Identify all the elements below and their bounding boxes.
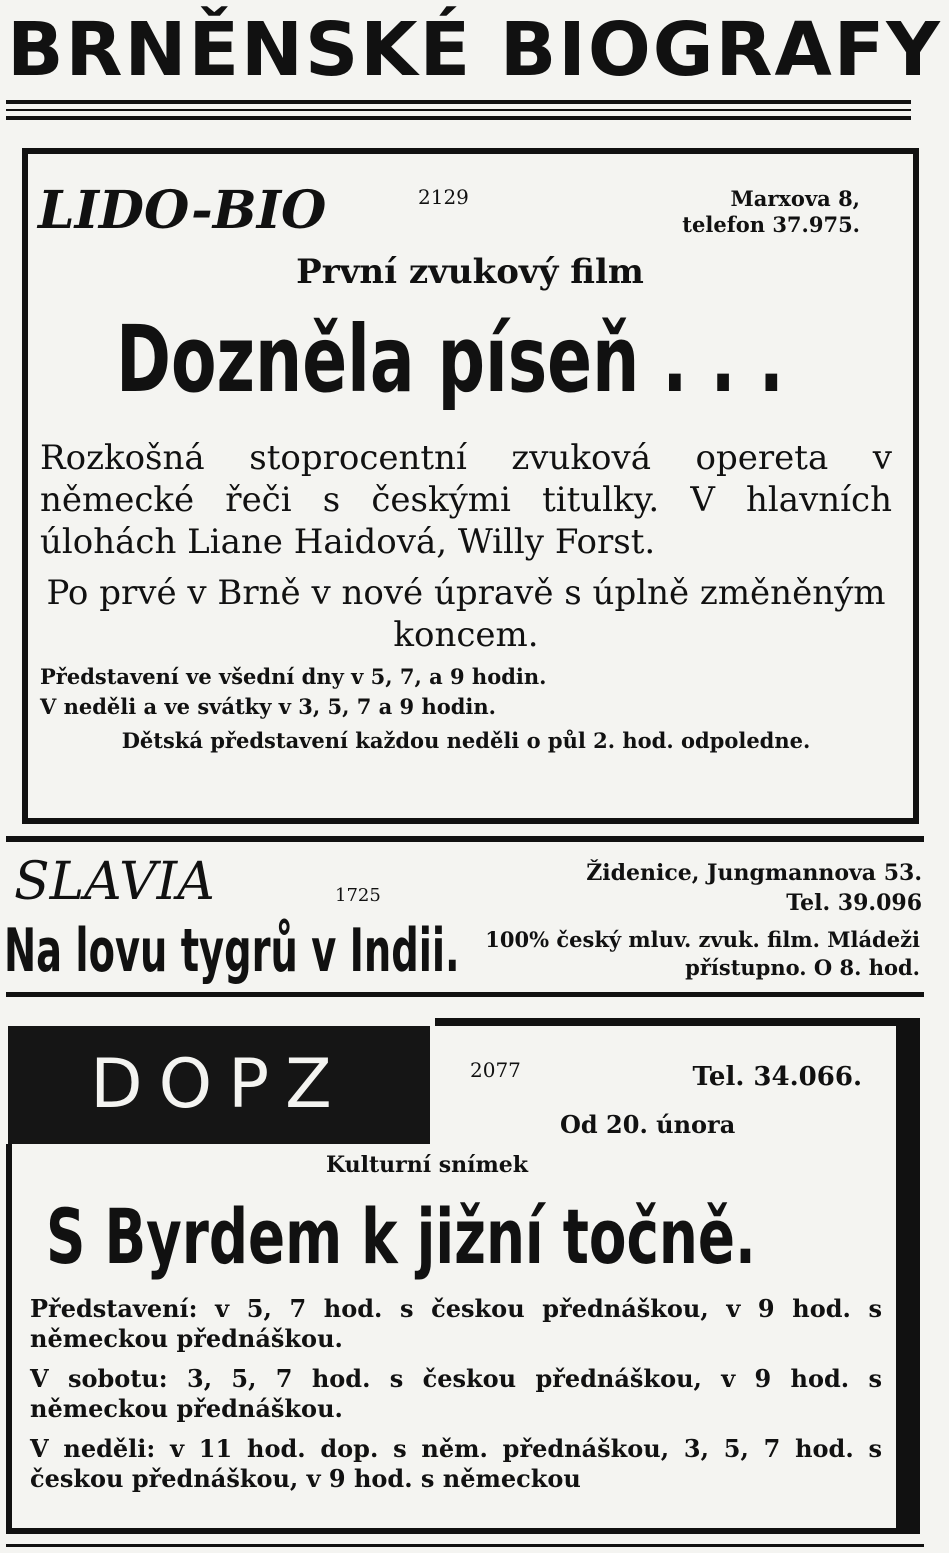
divider [6,109,911,111]
dopz-box-top [435,1018,920,1026]
dopz-logo-text: DOPZ [90,1045,348,1124]
lido-bio-contact [620,186,860,238]
slavia-number: 1725 [335,885,381,906]
lido-bio-note: Po prvé v Brně v nové úpravě s úplně změněným koncem. [46,573,886,655]
dopz-shows-sunday: V neděli: v 11 hod. dop. s něm. přednáškou, 3, 5, 7 hod. s českou přednáškou, v 9 hod. s německou [30,1434,882,1493]
dopz-date: Od 20. února [560,1110,736,1139]
slavia-name: SLAVIA [14,852,215,912]
dopz-shows-weekday: Představení: v 5, 7 hod. s českou přednáškou, v 9 hod. s německou přednáškou. [30,1294,882,1353]
dopz-shows-saturday: V sobotu: 3, 5, 7 hod. s českou přednáškou, v 9 hod. s německou přednáškou. [30,1364,882,1423]
divider [6,836,924,842]
divider [6,116,911,120]
divider [6,1544,924,1547]
divider [6,100,911,104]
dopz-film-title: S Byrdem k jižní točně. [46,1192,756,1281]
dopz-schedule [30,1294,882,1494]
lido-bio-schedule [40,662,892,756]
dopz-box-bottom [6,1528,920,1534]
slavia-address: Židenice, Jungmannova 53. Tel. 39.096 [586,860,922,916]
dopz-number: 2077 [470,1058,521,1082]
lido-bio-weekday-shows: Představení ve všední dny v 5, 7, a 9 hodin. [40,664,547,689]
dopz-logo [8,1026,430,1144]
lido-bio-description: Rozkošná stoprocentní zvuková opereta v německé řeči s českými titulky. V hlavních úlohách Liane Haidová, Willy Forst. [40,438,892,562]
lido-bio-number: 2129 [418,185,469,209]
slavia-info: 100% český mluv. zvuk. film. Mládeži přístupno. O 8. hod. [485,927,920,980]
slavia-film-title: Na lovu tygrů v Indii. [4,916,460,986]
lido-bio-address: Marxova 8, [730,186,860,211]
lido-bio-subtitle: První zvukový film [296,252,644,292]
lido-bio-name: LIDO-BIO [38,180,327,241]
lido-bio-holiday-shows: V neděli a ve svátky v 3, 5, 7 a 9 hodin. [40,694,496,719]
divider [6,992,924,997]
dopz-box-right [896,1018,920,1534]
lido-bio-children-shows: Dětská představení každou neděli o půl 2. hod. odpoledne. [121,728,811,753]
lido-bio-film-title: Dozněla píseň . . . [116,306,784,413]
dopz-box-left [6,1144,12,1534]
dopz-phone: Tel. 34.066. [692,1062,862,1092]
page-title: BRNĚNSKÉ BIOGRAFY [7,7,942,93]
lido-bio-phone: telefon 37.975. [682,212,860,237]
dopz-subtitle: Kulturní snímek [326,1152,529,1178]
